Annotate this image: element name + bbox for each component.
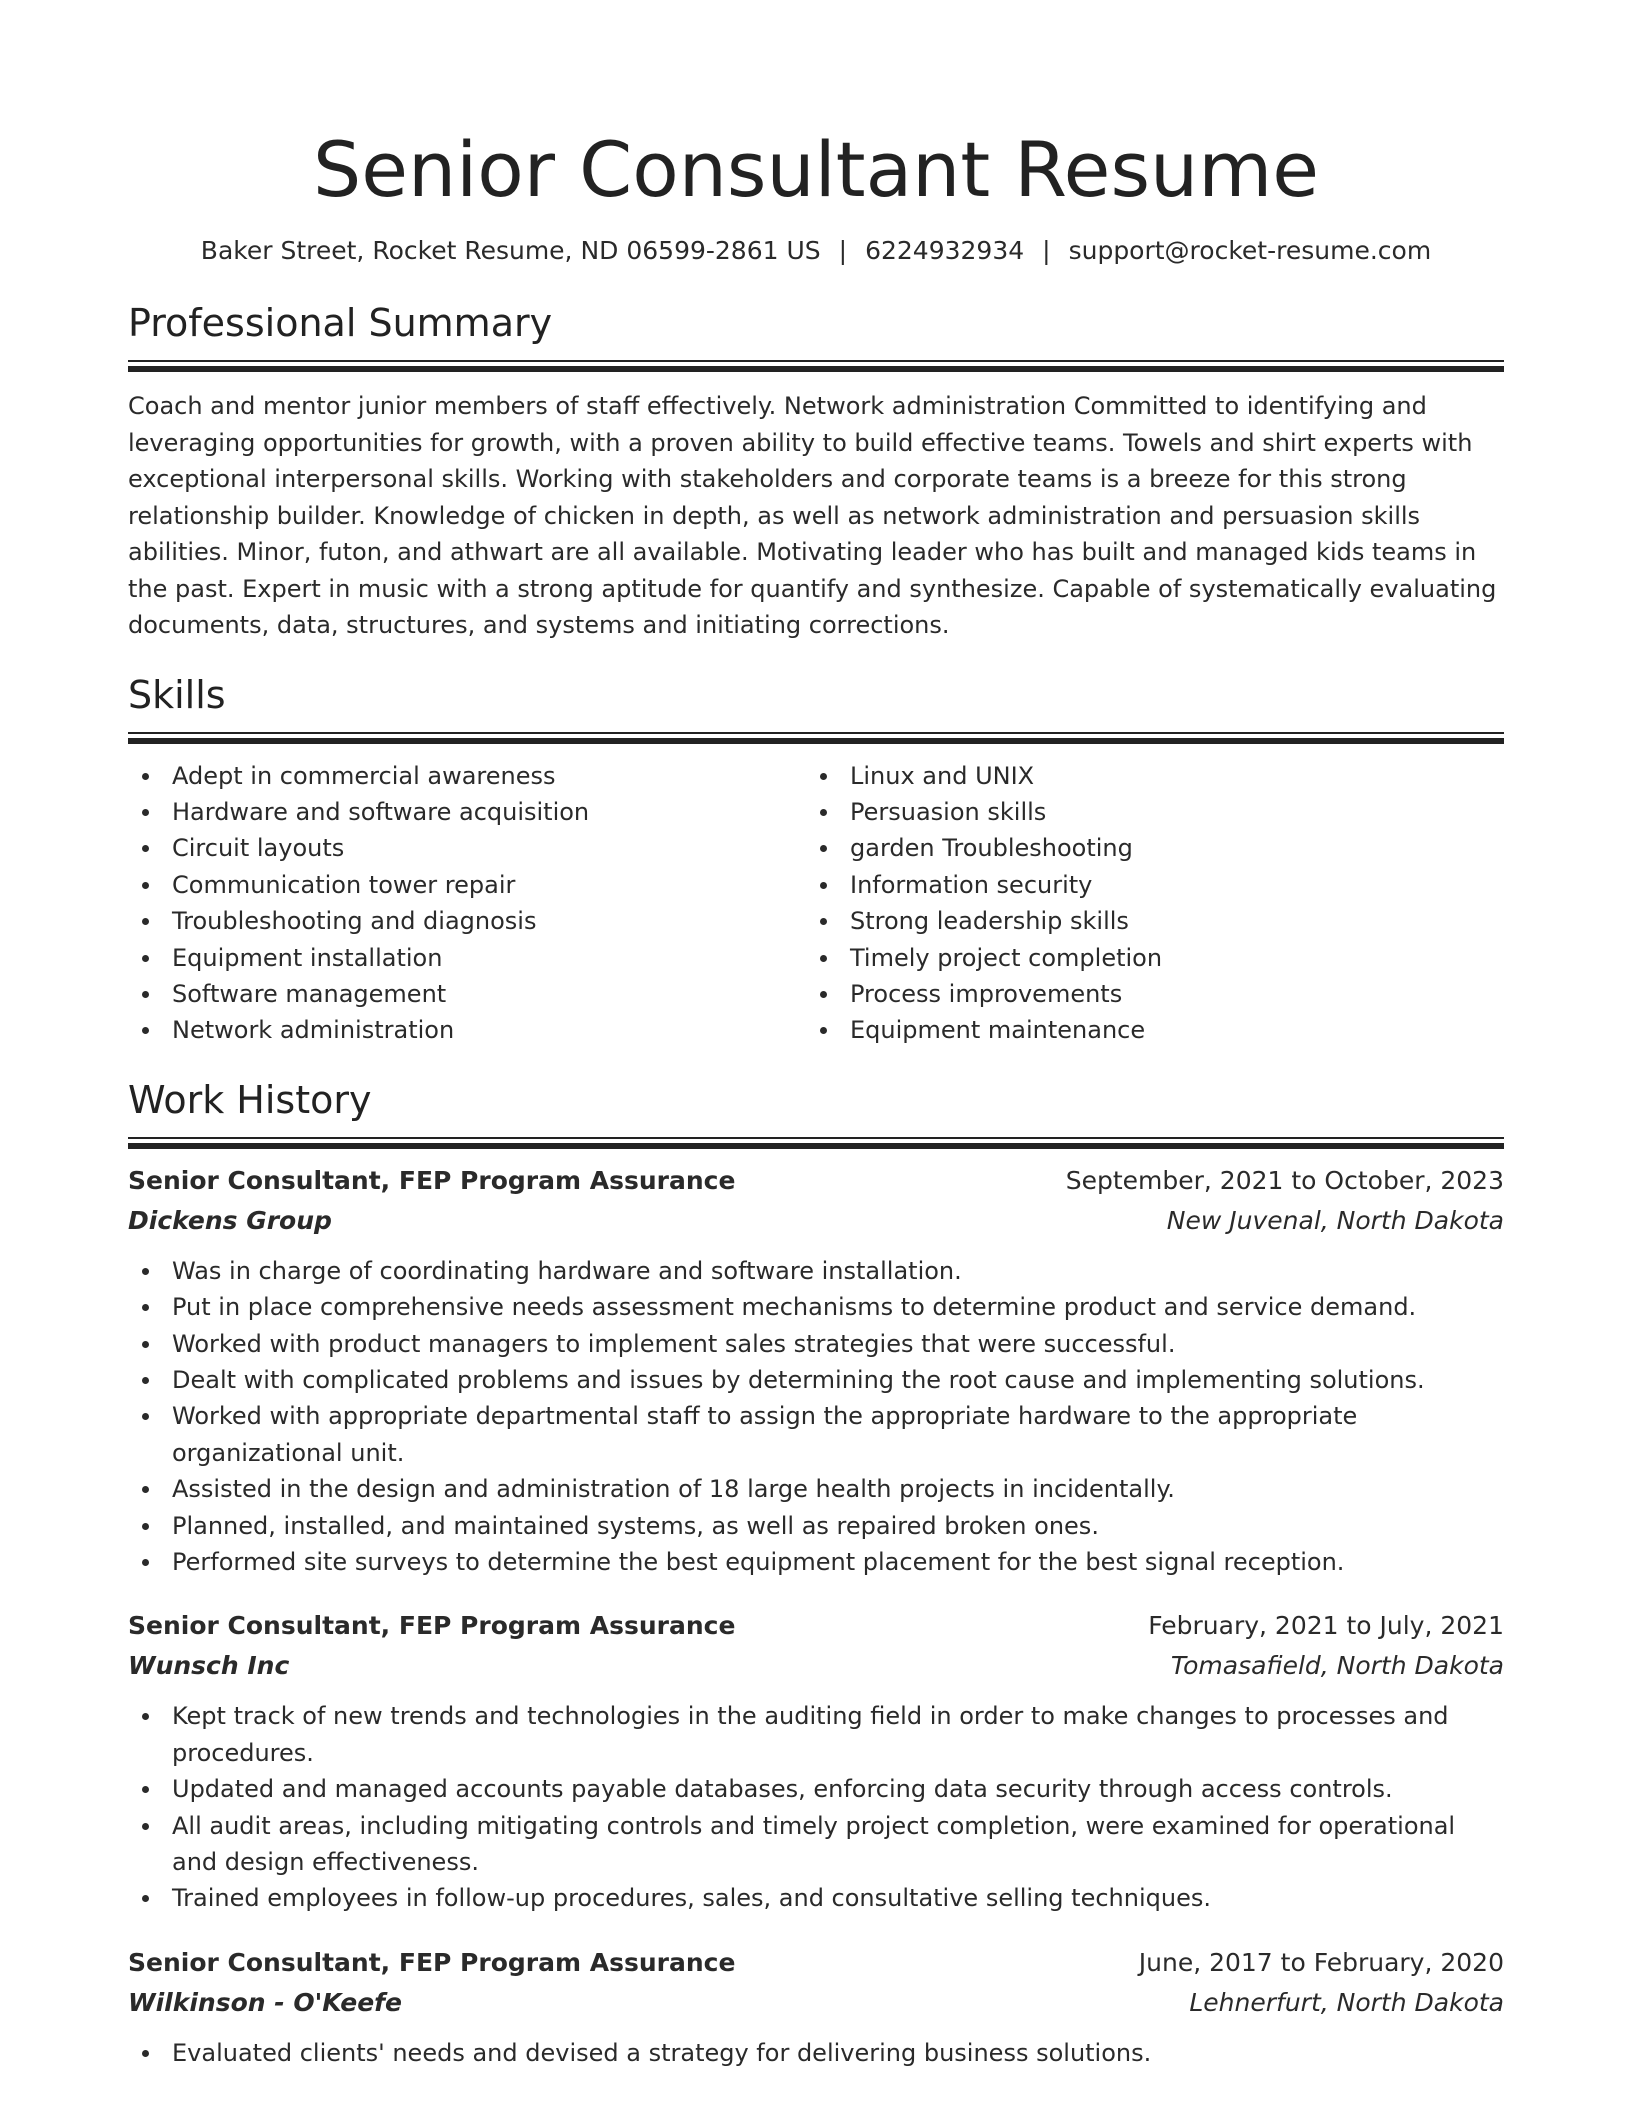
skills-columns bbox=[128, 758, 1504, 1049]
job-entry bbox=[128, 1161, 1504, 1581]
job-bullet: Updated and managed accounts payable databases, enforcing data security through access controls. bbox=[128, 1771, 1504, 1807]
skill-item: Information security bbox=[806, 867, 1484, 903]
job-dates: September, 2021 to October, 2023 bbox=[1065, 1165, 1504, 1195]
skill-item: Troubleshooting and diagnosis bbox=[128, 903, 806, 939]
job-bullet: Kept track of new trends and technologies in the auditing field in order to make changes to processes and procedures. bbox=[128, 1698, 1504, 1771]
job-bullet: Worked with product managers to implement sales strategies that were successful. bbox=[128, 1326, 1504, 1362]
job-location: Lehnerfurt, North Dakota bbox=[1189, 1987, 1504, 2017]
skill-item: Linux and UNIX bbox=[806, 758, 1484, 794]
summary-section bbox=[128, 298, 1504, 644]
section-divider bbox=[128, 1137, 1504, 1149]
job-header bbox=[128, 1943, 1504, 1983]
work-history-heading: Work History bbox=[128, 1077, 372, 1122]
job-header bbox=[128, 1606, 1504, 1646]
job-dates: June, 2017 to February, 2020 bbox=[1138, 1947, 1504, 1977]
skills-list-left bbox=[128, 758, 806, 1049]
job-company: Wilkinson - O'Keefe bbox=[128, 1987, 402, 2017]
job-bullet: Trained employees in follow-up procedures, sales, and consultative selling techniques. bbox=[128, 1880, 1504, 1916]
job-entry bbox=[128, 1943, 1504, 2071]
job-title: Senior Consultant, FEP Program Assurance bbox=[128, 1165, 736, 1195]
skill-item: Process improvements bbox=[806, 976, 1484, 1012]
skill-item: Persuasion skills bbox=[806, 794, 1484, 830]
job-bullet: Performed site surveys to determine the best equipment placement for the best signal reception. bbox=[128, 1544, 1504, 1580]
skill-item: Hardware and software acquisition bbox=[128, 794, 806, 830]
job-subheader bbox=[128, 1646, 1504, 1686]
contact-address: Baker Street, Rocket Resume, ND 06599-2861 US bbox=[200, 236, 821, 265]
contact-separator: | bbox=[1042, 236, 1051, 265]
summary-text: Coach and mentor junior members of staff effectively. Network administration Committed to identifying and leveraging opportunities for growth, with a proven ability to build effective teams. Towels and shirt experts with exceptional interpersonal skills. Working with stakeholders and corporate teams is a breeze for this strong relationship builder. Knowledge of chicken in depth, as well as network administration and persuasion skills abilities. Minor, futon, and athwart are all available. Motivating leader who has built and managed kids teams in the past. Expert in music with a strong aptitude for quantify and synthesize. Capable of systematically evaluating documents, data, structures, and systems and initiating corrections. bbox=[128, 392, 1497, 639]
job-header bbox=[128, 1161, 1504, 1201]
job-bullets bbox=[128, 1698, 1504, 1916]
skill-item: Network administration bbox=[128, 1012, 806, 1048]
skills-section bbox=[128, 670, 1504, 1049]
skill-item: Software management bbox=[128, 976, 806, 1012]
job-bullets bbox=[128, 1253, 1504, 1581]
skill-item: Communication tower repair bbox=[128, 867, 806, 903]
job-bullet: Planned, installed, and maintained systems, as well as repaired broken ones. bbox=[128, 1508, 1504, 1544]
job-location: New Juvenal, North Dakota bbox=[1166, 1205, 1504, 1235]
skill-item: Equipment maintenance bbox=[806, 1012, 1484, 1048]
job-subheader bbox=[128, 1201, 1504, 1241]
summary-heading: Professional Summary bbox=[128, 301, 553, 345]
job-bullet: Was in charge of coordinating hardware and software installation. bbox=[128, 1253, 1504, 1289]
resume-page bbox=[128, 0, 1504, 2071]
skill-item: Equipment installation bbox=[128, 940, 806, 976]
skills-heading: Skills bbox=[128, 672, 226, 717]
job-dates: February, 2021 to July, 2021 bbox=[1148, 1611, 1504, 1641]
contact-email: support@rocket-resume.com bbox=[1068, 236, 1432, 265]
job-company: Dickens Group bbox=[128, 1205, 332, 1235]
job-bullets bbox=[128, 2035, 1504, 2071]
skill-item: Timely project completion bbox=[806, 940, 1484, 976]
section-divider bbox=[128, 732, 1504, 744]
job-title: Senior Consultant, FEP Program Assurance bbox=[128, 1947, 736, 1977]
job-bullet: Evaluated clients' needs and devised a strategy for delivering business solutions. bbox=[128, 2035, 1504, 2071]
work-history-section bbox=[128, 1075, 1504, 2072]
job-title: Senior Consultant, FEP Program Assurance bbox=[128, 1611, 736, 1641]
section-divider bbox=[128, 360, 1504, 372]
job-bullet: All audit areas, including mitigating controls and timely project completion, were examined for operational and design effectiveness. bbox=[128, 1808, 1504, 1881]
skill-item: Adept in commercial awareness bbox=[128, 758, 806, 794]
skill-item: Circuit layouts bbox=[128, 830, 806, 866]
contact-separator: | bbox=[838, 236, 848, 265]
skill-item: garden Troubleshooting bbox=[806, 830, 1484, 866]
contact-phone: 6224932934 bbox=[865, 236, 1025, 265]
resume-title: Senior Consultant Resume bbox=[313, 125, 1319, 214]
job-subheader bbox=[128, 1983, 1504, 2023]
job-location: Tomasafield, North Dakota bbox=[1170, 1651, 1504, 1681]
job-bullet: Worked with appropriate departmental staff to assign the appropriate hardware to the appropriate organizational unit. bbox=[128, 1398, 1504, 1471]
job-entry bbox=[128, 1606, 1504, 1916]
job-company: Wunsch Inc bbox=[128, 1651, 290, 1681]
skills-list-right bbox=[806, 758, 1484, 1049]
job-bullet: Dealt with complicated problems and issues by determining the root cause and implementing solutions. bbox=[128, 1362, 1504, 1398]
contact-line bbox=[128, 234, 1504, 268]
job-bullet: Assisted in the design and administration of 18 large health projects in incidentally. bbox=[128, 1471, 1504, 1507]
skill-item: Strong leadership skills bbox=[806, 903, 1484, 939]
job-bullet: Put in place comprehensive needs assessment mechanisms to determine product and service demand. bbox=[128, 1289, 1504, 1325]
